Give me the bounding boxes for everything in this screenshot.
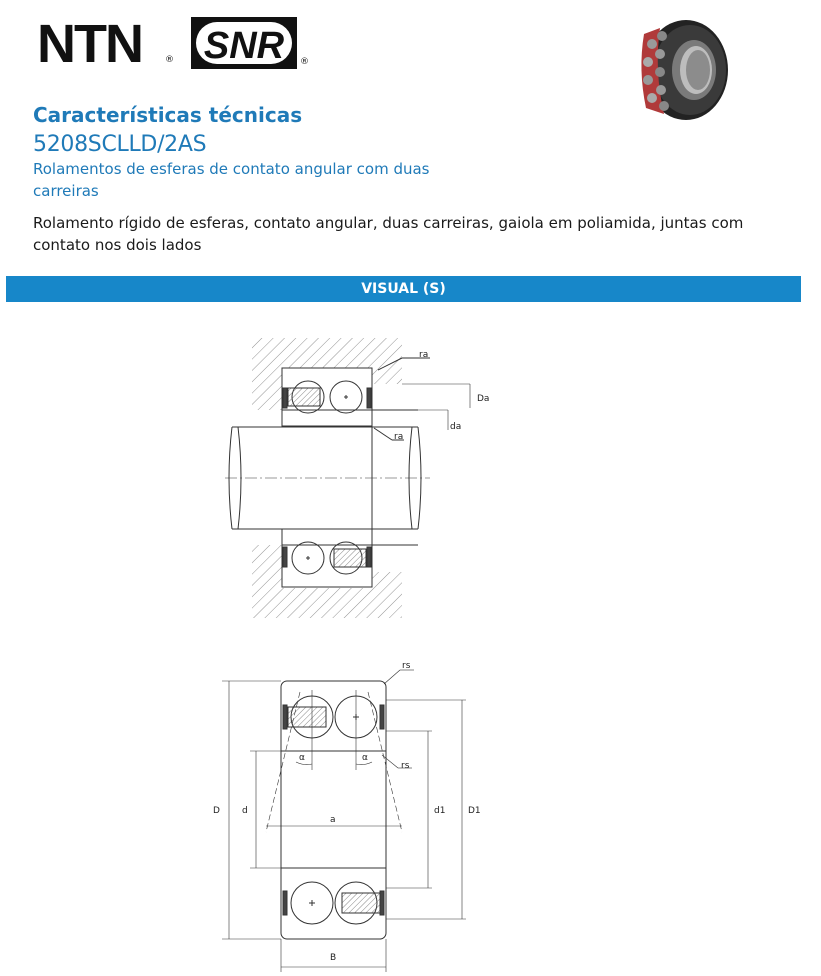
- mounting-drawing: [225, 338, 470, 618]
- label-B: B: [330, 953, 337, 963]
- ntn-reg-mark: ®: [165, 55, 174, 65]
- label-alpha-right: α: [362, 753, 368, 763]
- label-rs-mid: rs: [401, 761, 410, 771]
- product-description: Rolamento rígido de esferas, contato angular, duas carreiras, gaiola em poliamida, juntas com contato nos dois lados: [33, 214, 744, 254]
- section-bar-visual: VISUAL (S): [6, 276, 801, 302]
- label-d1: d1: [434, 806, 446, 816]
- label-D: D: [213, 806, 220, 816]
- snr-reg-mark: ®: [300, 57, 309, 67]
- label-Da: Da: [477, 394, 490, 404]
- label-D1: D1: [468, 806, 481, 816]
- label-ra-mid: ra: [394, 432, 404, 442]
- page-title: Características técnicas: [33, 103, 303, 127]
- product-reference: 5208SCLLD/2AS: [33, 132, 207, 157]
- ntn-logo-text: NTN: [37, 16, 142, 68]
- label-ra-top: ra: [419, 350, 429, 360]
- label-alpha-left: α: [299, 753, 305, 763]
- dimension-drawing: [222, 670, 466, 972]
- label-da: da: [450, 422, 462, 432]
- label-rs-top: rs: [402, 661, 411, 671]
- label-d: d: [242, 806, 248, 816]
- label-a: a: [330, 815, 336, 825]
- snr-logo-text: SNR: [203, 25, 285, 67]
- product-subtitle: Rolamentos de esferas de contato angular com duas carreiras: [33, 160, 430, 200]
